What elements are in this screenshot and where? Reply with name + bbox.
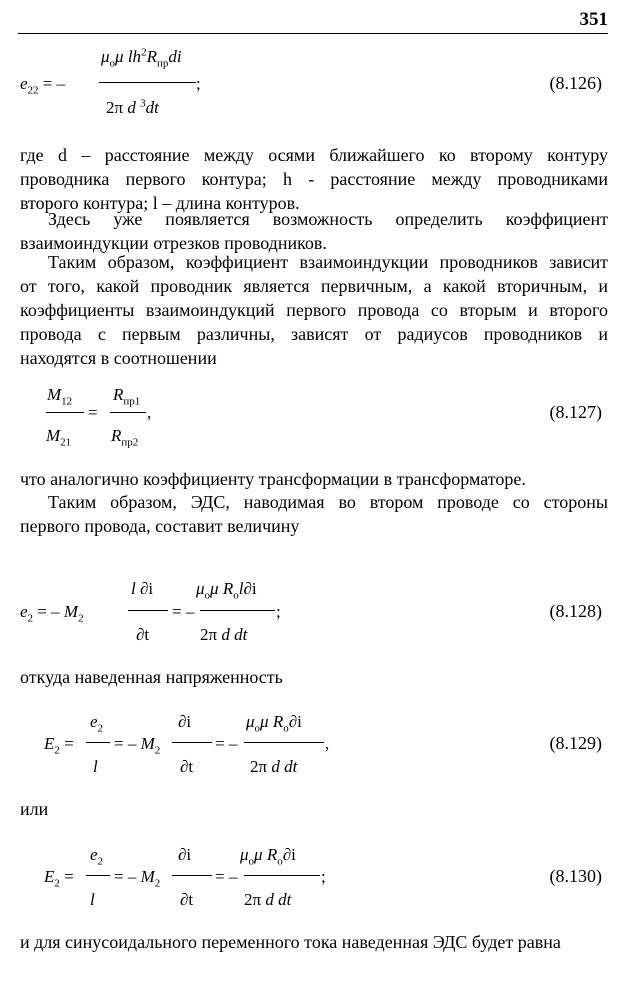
header-rule [18, 33, 608, 34]
page-number: 351 [579, 9, 608, 30]
paragraph: Здесь уже появляется возможность определить коэффициент взаимоиндукции отрезков проводников. [20, 209, 608, 253]
equation-number: (8.127) [549, 402, 602, 422]
equation-number: (8.130) [549, 866, 602, 886]
paragraph: что аналогично коэффициенту трансформации в трансформаторе. [20, 469, 526, 489]
paragraph: откуда наведенная напряженность [20, 667, 283, 687]
paragraph: и для синусоидального переменного тока наведенная ЭДС будет равна [20, 932, 561, 952]
paragraph: Таким образом, коэффициент взаимоиндукции проводников зависит от того, какой проводник является первичным, а какой вторичным, и коэффициенты взаимоиндукций первого провода со вторым и второго провода с первым различны, зависят от радиусов проводников и находятся в соотношении [20, 252, 608, 368]
paragraph: Таким образом, ЭДС, наводимая во втором проводе со стороны первого провода, составит величину [20, 492, 608, 536]
equation-number: (8.129) [549, 733, 602, 753]
equation-number: (8.126) [549, 73, 602, 93]
paragraph: или [20, 799, 49, 819]
paragraph: где d – расстояние между осями ближайшего ко второму контуру проводника первого контура; h - расстояние между проводниками второго контура; l – длина контуров. [20, 145, 608, 213]
equation-number: (8.128) [549, 601, 602, 621]
